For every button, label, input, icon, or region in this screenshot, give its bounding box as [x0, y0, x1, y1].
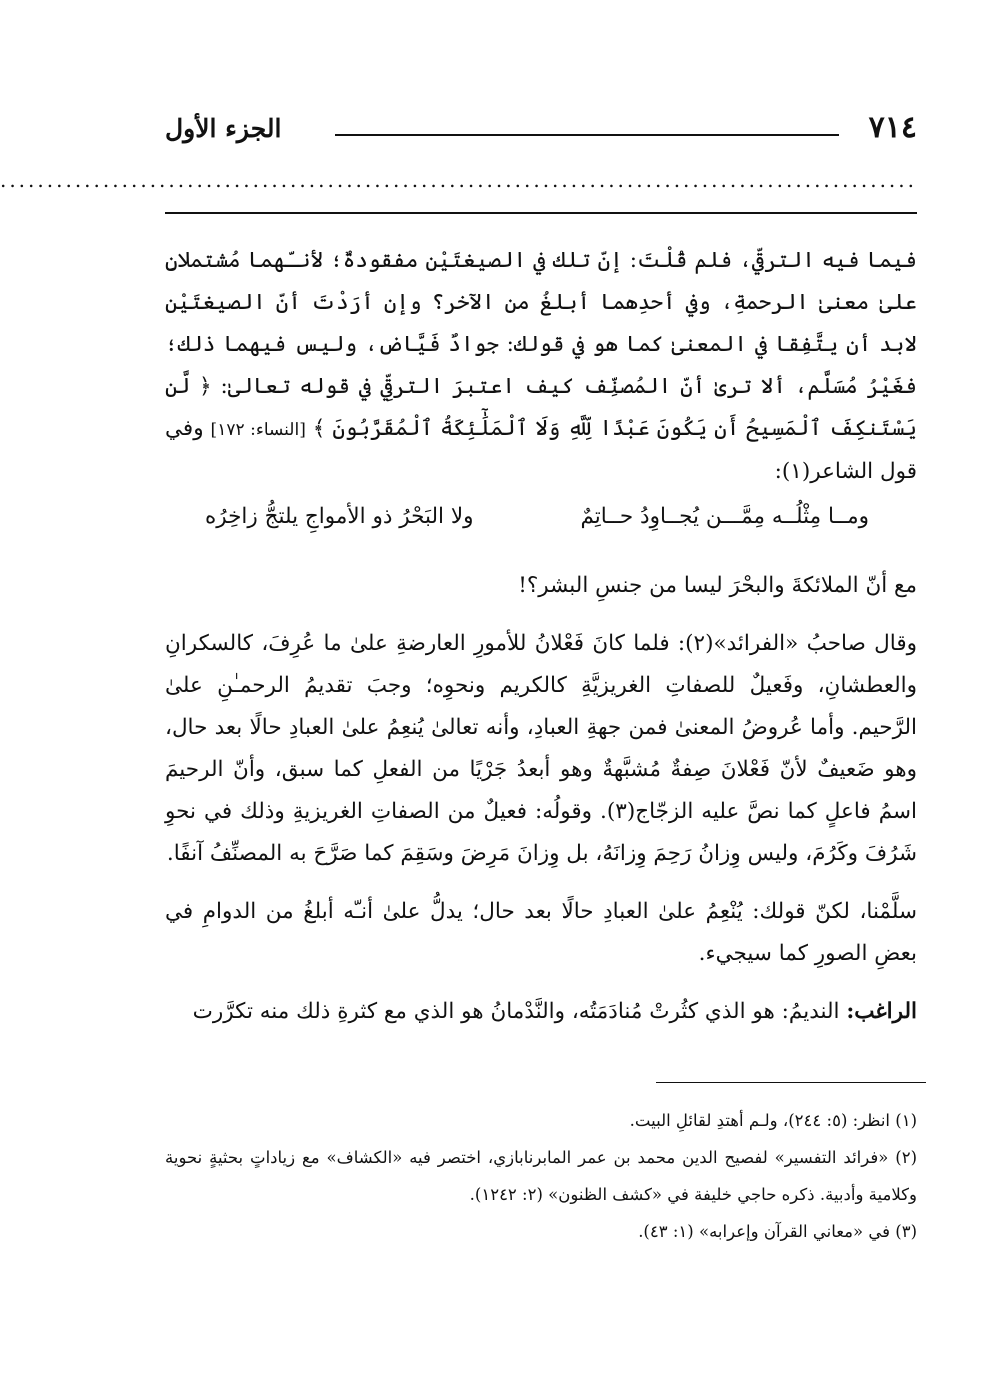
paragraph-1-end: وفي قول الشاعر(١): [165, 416, 917, 484]
running-title: الجزء الأول [165, 114, 282, 143]
footnote-1: (١) انظر: (٥: ٢٤٤)، ولـم أهتدِ لقائلِ البيت. [629, 1111, 917, 1130]
page-number: ٧١٤ [868, 110, 917, 145]
paragraph-1-text: فيما فيه الترقّي، فلم قُلْتَ: إنّ تلك في الصيغتَيْن مفقودةٌ؛ لأنـّهما مُشتملانِ علىٰ معنىٰ الرحمةِ، وفي أحدِهما أبلغُ من الآخر؟ وإن أرَدْتَ أنّ الصيغتَيْن لابد أن يتَّفِقا في المعنىٰ كما هو في قولك: جوادٌ فَيَّاض، وليس فيهما ذلك؛ فغَيْرُ مُسَلَّم، ألا ترىٰ أنّ المُصنِّف كيف اعتبرَ الترقِّي في قوله تعالىٰ: [165, 248, 917, 399]
main-text [165, 240, 917, 1033]
footnote-2: (٢) «فرائد التفسير» لفصيح الدين محمد بن عمر المابرنابازي، اختصر فيه «الكشاف» مع زياداتٍ بحثيةٍ نحوية وكلامية وأدبية. ذكره حاجي خليفة في «كشف الظنون» (٢: ١٢٤٢). [165, 1148, 917, 1204]
paragraph-5 [165, 991, 917, 1033]
quran-reference: [النساء: ١٧٢] [210, 420, 306, 440]
paragraph-2: مع أنّ الملائكةَ والبحْرَ ليسا من جنسِ البشر؟! [518, 573, 917, 598]
paragraph-5-text: النديمُ: هو الذي كثُرتْ مُنادَمَتُه، والنَّدْمانُ هو الذي مع كثرةِ ذلك منه تكرَّرت [192, 999, 840, 1024]
paragraph-1 [165, 240, 917, 493]
footnote-3: (٣) في «معاني القرآن وإعرابه» (١: ٤٣). [638, 1222, 917, 1241]
top-rule [165, 212, 917, 214]
footnotes [165, 1102, 917, 1250]
footnote-rule [656, 1082, 926, 1083]
header-rule [335, 134, 839, 136]
quran-verse: ﴿ لَّن يَسْتَنكِفَ ٱلْمَسِيحُ أَن يَكُونَ عَبْدًا لِّلَّهِ وَلَا ٱلْمَلَٰٓئِكَةُ ٱلْمُقَرَّبُونَ ﴾ [165, 374, 917, 441]
paragraph-3: وقال صاحبُ «الفرائد»(٢): فلما كانَ فَعْلانُ للأمورِ العارضةِ علىٰ ما عُرِفَ، كالسكرانِ والعطشانِ، وفَعيلٌ للصفاتِ الغريزيَّةِ كالكريم ونحوِه؛ وجبَ تقديمُ الرحمـٰنِ علىٰ الرَّحيم. وأما عُروضُ المعنىٰ فمن جهةِ العبادِ، وأنه تعالىٰ يُنعِمُ علىٰ العبادِ حالًا بعد حال، وهو ضَعيفٌ لأنّ فَعْلانَ صِفةٌ مُشبَّهةٌ وهو أبعدُ جَرْيًا من الفعلِ كما سبق، وأنّ الرحيمَ اسمُ فاعلٍ كما نصَّ عليه الزجّاج(٣). وقولُه: فعيلٌ من الصفاتِ الغريزيةِ وذلك في نحوِ شَرُفَ وكَرُمَ، وليس وِزانُ رَحِمَ وِزانَهُ، بل وِزانَ مَرِضَ وسَقِمَ كما صَرَّحَ به المصنِّفُ آنفًا. [165, 631, 917, 866]
poetry-verse [165, 493, 917, 539]
paragraph-5-lead: الراغب: [846, 999, 917, 1024]
paragraph-4: سلَّمْنا، لكنّ قولك: يُنْعِمُ علىٰ العبادِ حالًا بعد حال؛ يدلُّ علىٰ أنـّه أبلغُ من الدوامِ في بعضِ الصورِ كما سيجيء. [165, 899, 917, 966]
verse-first-hemistich: ومــا مِثْلُــه مِمَّـــن يُجــاوِدُ حــاتِمٌ [580, 504, 869, 529]
separator-dots: .................................................................................................. [0, 168, 917, 192]
page-header [165, 108, 917, 152]
verse-second-hemistich: ولا البَحْرُ ذو الأمواجِ يلتجُّ زاخِرُه [205, 504, 474, 529]
